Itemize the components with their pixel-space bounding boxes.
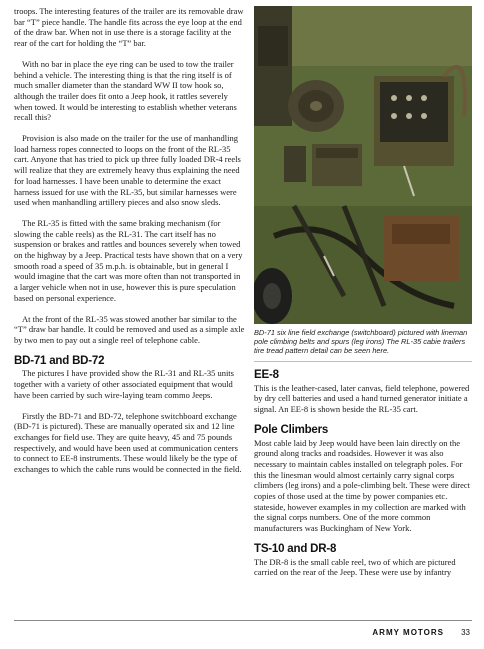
page-number: 33 xyxy=(461,628,470,637)
paragraph: Firstly the BD-71 and BD-72, telephone switchboard exchange (BD-71 is pictured). These are manually operated six and 12 line exchanges for field use. They are quite heavy, 45 and 75 pounds respectively, and would have been used at communication centers to connect to EE-8 instruments. These would likely be the type of exchanges to which the cable runs would be connected in the field. xyxy=(14,410,242,475)
paragraph: At the front of the RL-35 was stowed another bar similar to the “T” draw bar handle. It could be removed and used as a simple axle by two men to pay out a single reel of telephone cable. xyxy=(14,313,245,345)
right-column xyxy=(254,6,472,588)
photo-caption: BD-71 six line field exchange (switchboard) pictured with lineman pole climbing belts and spurs (leg irons) The RL-35 cabie trailers tire tread pattern detail can be seen here. xyxy=(254,328,472,362)
paragraph: Provision is also made on the trailer for the use of manhandling load harness ropes connected to loops on the front of the RL-35 cart. Anyone that has tried to pick up three fully loaded DR-4 reels will realize that they are extremely heavy thus explaining the need for load harnesses. I have been unable to determine the exact harness issued for use with the RL-35, but similar harnesses were used when manhandling artillery pieces and also snow sleds. xyxy=(14,133,241,208)
paragraph: With no bar in place the eye ring can be used to tow the trailer behind a vehicle. The interesting thing is that the ring itself is of much smaller diameter than the standard WW II tow hook so, although the trailer does fit onto a Jeep hook, it rattles severely when towed. It would be interesting to establish whether veterans recall this? xyxy=(14,58,237,123)
section-heading-pole-climbers: Pole Climbers xyxy=(254,423,329,436)
paragraph: This is the leather-cased, later canvas, field telephone, powered by dry cell batteries and used a hand turned generator initiate a signal. An EE-8 is shown beside the RL-35 cart. xyxy=(254,382,470,415)
section-ee8 xyxy=(254,370,472,415)
photo-illustration xyxy=(254,6,472,324)
section-heading-ts10: TS-10 and DR-8 xyxy=(254,542,337,555)
left-column xyxy=(14,6,246,485)
paragraph: troops. The interesting features of the trailer are its removable draw bar “T” piece handle. The handle fits across the eye loop at the end of the draw bar. When not in use there is a storage facility at the rear of the cart for holding the “T” bar. xyxy=(14,6,244,49)
section-ts10 xyxy=(254,544,472,578)
paragraph: The pictures I have provided show the RL-31 and RL-35 units together with a variety of other associated equipment that would have been carried by such wire-laying team commo Jeeps. xyxy=(14,368,234,400)
paragraph: The RL-35 is fitted with the same braking mechanism (for slowing the cable reels) as the RL-31. The cart itself has no suspension or brakes and rattles and bounces severely when towed on the highway by a Jeep. Practical tests have shown that on a very smooth road a speed of 35 m.p.h. is obtainable, but in general I would imagine that the cart was more often than not transported in a larger vehicle when not in use, however this is pure speculation based on personal experience. xyxy=(14,217,243,303)
footer-divider xyxy=(14,620,472,621)
section-heading-ee8: EE-8 xyxy=(254,369,279,381)
section-heading-bd71: BD-71 and BD-72 xyxy=(14,354,105,367)
paragraph: Most cable laid by Jeep would have been lain directly on the ground along tracks and roadsides. However it was also necessary to maintain cables installed on telegraph poles. For this the linesman would almost certainly carry signal corps climbers (leg irons) and a pole-climbing belt. These were direct copies of those used at the time by power companies etc. stateside, however examples in my collection are marked with the signal corps numbers. One of the more common manufacturers was Buckingham of New York. xyxy=(254,437,471,534)
paragraph: The DR-8 is the small cable reel, two of which are pictured carried on the rear of the Jeep. These were use by infantry xyxy=(254,556,456,578)
section-pole-climbers xyxy=(254,425,472,534)
equipment-photo xyxy=(254,6,472,324)
magazine-title: ARMY MOTORS xyxy=(372,628,444,637)
